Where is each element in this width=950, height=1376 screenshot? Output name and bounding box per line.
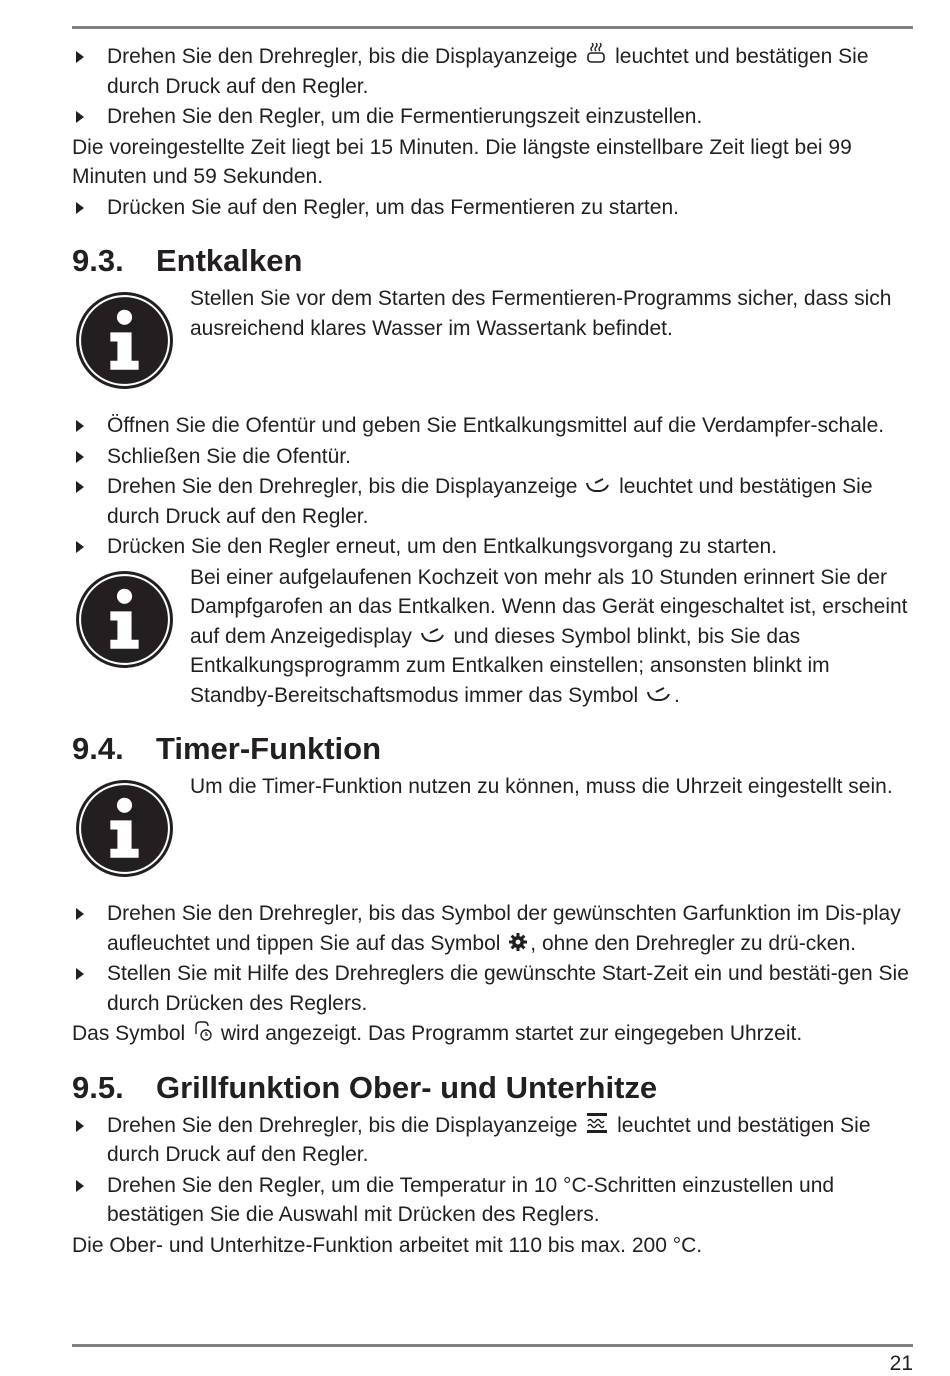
info-icon — [74, 290, 175, 391]
info-note — [72, 563, 913, 711]
text: Drehen Sie den Drehregler, bis die Displayanzeige — [107, 45, 578, 68]
list-item — [72, 193, 913, 223]
paragraph — [72, 133, 913, 192]
text: leuchtet und bestätigen Sie durch Druck auf den Regler. — [107, 475, 873, 528]
text: Drehen Sie den Drehregler, bis die Displayanzeige — [107, 475, 578, 498]
list-item — [72, 1111, 913, 1170]
note-text — [190, 563, 913, 711]
page-number: 21 — [889, 1352, 913, 1375]
list-item — [72, 442, 913, 472]
list-item — [72, 959, 913, 1018]
list-item — [72, 532, 913, 562]
text: , ohne den Drehregler zu drü-cken. — [530, 931, 856, 955]
text: Das Symbol — [72, 1022, 186, 1045]
page-content — [72, 42, 913, 1261]
list-item — [72, 411, 913, 441]
section-number: 9.5. — [72, 1069, 124, 1105]
text: leuchtet und bestätigen Sie durch Druck auf den Regler. — [107, 1113, 871, 1166]
text: Drücken Sie auf den Regler, um das Fermentieren zu starten. — [107, 195, 679, 219]
text: wird angezeigt. Das Programm startet zur eingegeben Uhrzeit. — [220, 1022, 803, 1045]
list-item — [72, 899, 913, 958]
paragraph — [72, 1019, 913, 1049]
text: Bei einer aufgelaufenen Kochzeit von mehr als 10 Stunden erinnert Sie der Dampfgarofen an das Entkalken. Wenn das Gerät eingeschaltet ist, erscheint auf dem Anzeigedisplay — [190, 565, 908, 648]
section-title: Entkalken — [156, 243, 303, 278]
section-title: Grillfunktion Ober- und Unterhitze — [156, 1069, 658, 1105]
gear-icon — [508, 932, 528, 952]
header-rule — [72, 26, 913, 29]
list-item — [72, 102, 913, 132]
text: Die voreingestellte Zeit liegt bei 15 Minuten. Die längste einstellbare Zeit liegt bei 99 Minuten und 59 Sekunden. — [72, 135, 852, 188]
text: Drehen Sie den Regler, um die Fermentierungszeit einzustellen. — [107, 105, 703, 128]
top-bottom-heat-icon — [585, 1112, 609, 1134]
text: Drücken Sie den Regler erneut, um den Entkalkungsvorgang zu starten. — [107, 535, 778, 558]
list-item — [72, 472, 913, 531]
note-text: Um die Timer-Funktion nutzen zu können, muss die Uhrzeit eingestellt sein. — [190, 775, 893, 798]
ferment-icon — [585, 43, 607, 65]
descale-icon — [420, 627, 446, 645]
info-note — [72, 284, 913, 391]
section-heading-9-4 — [72, 730, 913, 768]
text: und dieses Symbol blinkt, bis Sie das Entkalkungsprogramm zum Entkalken einstellen; ansonsten blinkt im Standby-Bereitschaftsmodus immer das Symbol — [190, 624, 830, 707]
text: Drehen Sie den Drehregler, bis die Displayanzeige — [107, 1113, 578, 1137]
footer-rule — [72, 1344, 913, 1347]
descale-icon — [646, 686, 672, 704]
info-note — [72, 772, 913, 879]
section-number: 9.3. — [72, 243, 124, 278]
section-heading-9-5 — [72, 1069, 913, 1107]
timer-icon — [193, 1020, 213, 1042]
descale-icon — [585, 477, 611, 495]
section-number: 9.4. — [72, 731, 124, 766]
note-text: Stellen Sie vor dem Starten des Fermentieren-Programms sicher, dass sich ausreichend klares Wasser im Wassertank befindet. — [190, 287, 892, 340]
text: Stellen Sie mit Hilfe des Drehreglers die gewünschte Start-Zeit ein und bestäti-gen Sie durch Drücken des Reglers. — [107, 962, 909, 1015]
text: Öffnen Sie die Ofentür und geben Sie Entkalkungsmittel auf die Verdampfer-schale. — [107, 414, 885, 437]
text: Drehen Sie den Regler, um die Temperatur in 10 °C-Schritten einzustellen und bestätigen Sie die Auswahl mit Drücken des Reglers. — [107, 1173, 835, 1226]
info-icon — [74, 569, 175, 670]
info-icon — [74, 778, 175, 879]
text: Schließen Sie die Ofentür. — [107, 444, 351, 468]
text: Drehen Sie den Drehregler, bis das Symbol der gewünschten Garfunktion im Dis-play aufleuchtet und tippen Sie auf das Symbol — [107, 902, 901, 955]
paragraph — [72, 1231, 913, 1261]
text: Die Ober- und Unterhitze-Funktion arbeitet mit 110 bis max. 200 °C. — [72, 1233, 703, 1257]
section-title: Timer-Funktion — [156, 731, 382, 766]
list-item — [72, 1171, 913, 1230]
text: . — [674, 683, 680, 707]
text: leuchtet und bestätigen Sie durch Druck auf den Regler. — [107, 45, 869, 98]
list-item — [72, 42, 913, 101]
section-heading-9-3 — [72, 242, 913, 280]
